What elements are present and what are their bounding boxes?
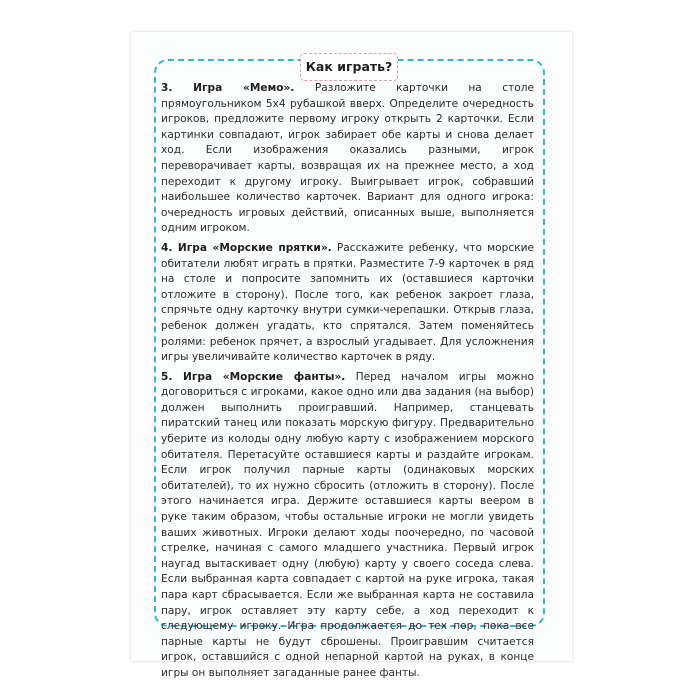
page-title: Как играть? bbox=[300, 53, 398, 81]
section-body: Расскажите ребенку, что морские обитатели любят играть в прятки. Разместите 7-9 карточек в ряд на столе и попросите запомнить их (оставшиеся карточки отложите в сторону). После того, как ребенок закроет глаза, спрячьте одну карточку внутри сумки-черепашки. Открыв глаза, ребенок должен угадать, кто спрятался. Затем поменяйтесь ролями: ребенок прячет, а взрослый угадывает. Для усложнения игры увеличивайте количество карточек в ряду. bbox=[161, 241, 535, 364]
section-heading: 4. Игра «Морские прятки». bbox=[161, 241, 332, 254]
instructions-text bbox=[161, 81, 534, 686]
section-heading: 5. Игра «Морские фанты». bbox=[161, 370, 346, 383]
section-body: Перед началом игры можно договориться с игроками, какое одно или два задания (на выбор) должен выполнить проигравший. Например, станцевать пиратский танец или показать морскую фигуру. Предварительно уберите из колоды одну любую карту с изображением морского обитателя. Перетасуйте оставшиеся карты и раздайте игрокам. Если игрок получил парные карты (одинаковых морских обитателей), то их нужно сбросить (отложить в сторону). После этого начинается игра. Держите оставшиеся карты веером в руке таким образом, чтобы остальные игроки не могли увидеть ваших животных. Игроки делают ходы поочередно, по часовой стрелке, начиная с самого младшего участника. Первый игрок наугад вытаскивает одну (любую) карту у своего соседа слева. Если выбранная карта совпадает с картой на руке игрока, такая пара карт сбрасывается. Если же выбранная карта не составила пару, игрок оставляет эту карту себе, а ход переходит к следующему игроку. Игра продолжается до тех пор, пока все парные карты не будут сброшены. Проигравшим считается игрок, оставшийся с одной непарной картой на руках, в конце игры он выполняет загаданные ранее фанты. bbox=[161, 370, 535, 679]
section-forfeits bbox=[161, 370, 534, 682]
section-heading: 3. Игра «Мемо». bbox=[161, 82, 295, 94]
section-body: Разложите карточки на столе прямоугольником 5х4 рубашкой вверх. Определите очередность игроков, предложите первому игроку открыть 2 карточки. Если картинки совпадают, игрок забирает обе карты и снова делает ход. Если изображения оказались разными, игрок переворачивает карты, возвращая их на прежнее место, а ход переходит к другому игроку. Выигрывает игрок, собравший наибольшее количество карточек. Вариант для одного игрока: очередность игровых действий, описанных выше, выполняется одним игроком. bbox=[161, 82, 534, 235]
section-memo bbox=[161, 81, 534, 237]
section-hide-and-seek bbox=[161, 241, 534, 366]
